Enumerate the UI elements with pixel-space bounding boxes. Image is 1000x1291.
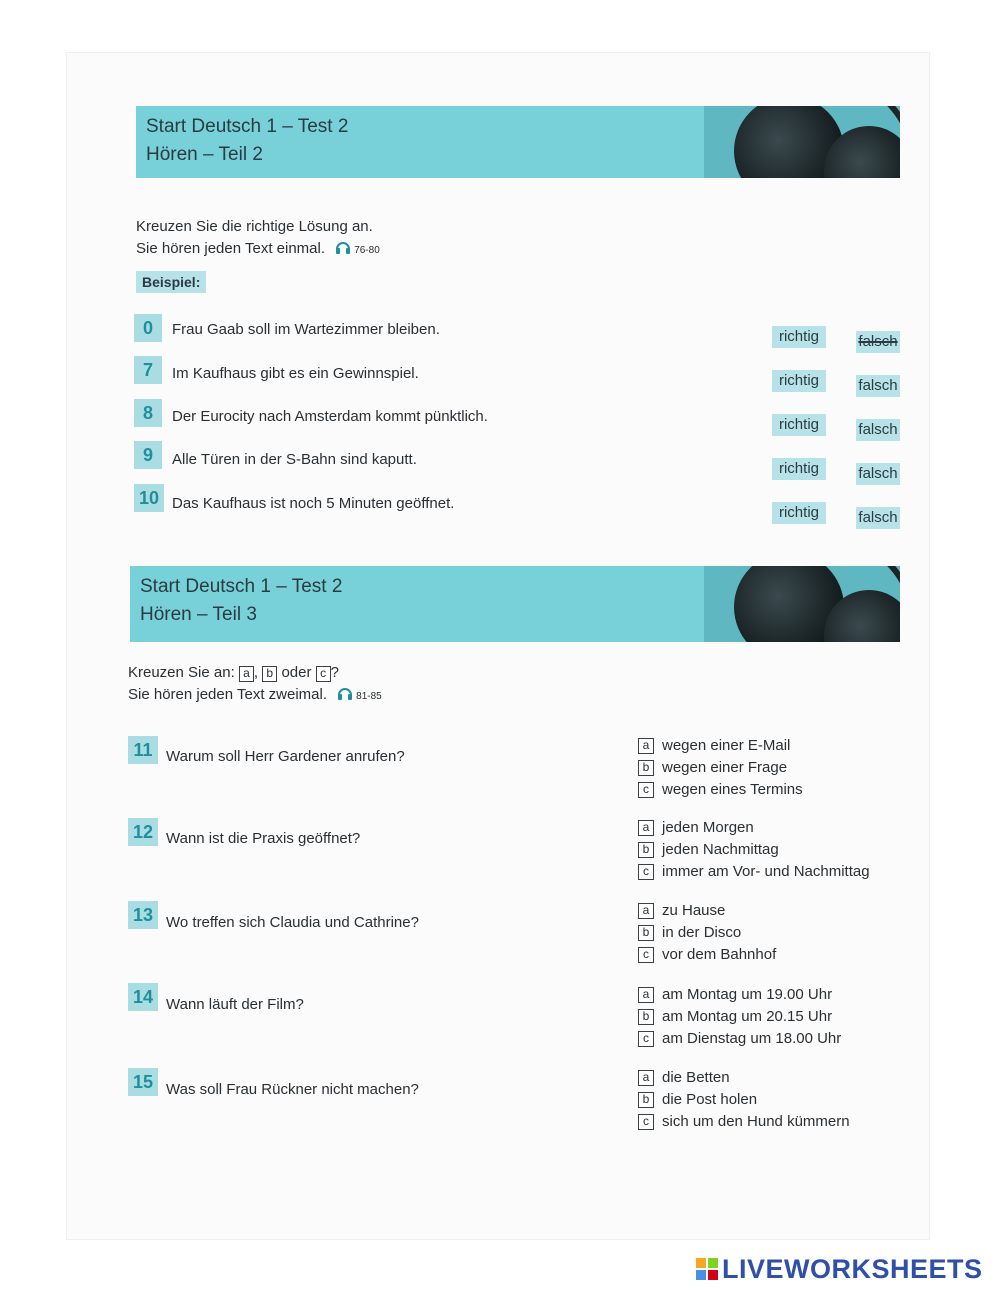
- headphones-icon[interactable]: [335, 240, 351, 254]
- falsch-label: falsch: [858, 465, 898, 482]
- question-text: Warum soll Herr Gardener anrufen?: [166, 748, 405, 765]
- option-letter-box: a: [638, 738, 654, 754]
- section2-subtitle: Hören – Teil 3: [140, 604, 257, 625]
- richtig-option[interactable]: [772, 414, 826, 436]
- letter-box-b: b: [262, 666, 277, 682]
- answer-option[interactable]: [638, 781, 803, 798]
- section1-banner: [136, 106, 900, 178]
- falsch-label: falsch: [858, 421, 898, 438]
- option-letter-box: c: [638, 1114, 654, 1130]
- question-text: Was soll Frau Rückner nicht machen?: [166, 1081, 419, 1098]
- answer-option[interactable]: [638, 1008, 832, 1025]
- instr-prefix: Kreuzen Sie an:: [128, 664, 235, 681]
- option-text: vor dem Bahnhof: [662, 946, 777, 963]
- answer-option[interactable]: [638, 759, 787, 776]
- falsch-option[interactable]: [856, 507, 900, 529]
- option-text: wegen einer Frage: [662, 759, 788, 776]
- answer-option[interactable]: [638, 819, 754, 836]
- option-text: jeden Nachmittag: [662, 841, 779, 858]
- section1-instructions: [136, 216, 380, 262]
- section2-instr-line2-row: [128, 684, 382, 708]
- question-text: Wann ist die Praxis geöffnet?: [166, 830, 361, 847]
- item-number: 10: [134, 484, 164, 512]
- question-number: 15: [128, 1068, 158, 1096]
- section1-instr-line2: Sie hören jeden Text einmal.: [136, 240, 326, 257]
- option-letter-box: c: [638, 864, 654, 880]
- option-letter-box: b: [638, 842, 654, 858]
- headphones-photo: [704, 566, 900, 642]
- falsch-option[interactable]: [856, 375, 900, 397]
- liveworksheets-watermark[interactable]: [696, 1254, 983, 1284]
- section1-instr-line1: Kreuzen Sie die richtige Lösung an.: [136, 218, 373, 235]
- option-text: wegen einer E-Mail: [662, 737, 791, 754]
- answer-option[interactable]: [638, 1091, 757, 1108]
- option-text: am Montag um 19.00 Uhr: [662, 986, 833, 1003]
- option-text: immer am Vor- und Nachmittag: [662, 863, 870, 880]
- richtig-label: richtig: [778, 460, 819, 477]
- option-letter-box: b: [638, 760, 654, 776]
- option-letter-box: c: [638, 1031, 654, 1047]
- instr-comma: ,: [253, 664, 259, 681]
- item-statement: Im Kaufhaus gibt es ein Gewinnspiel.: [172, 365, 419, 382]
- section2-title: Start Deutsch 1 – Test 2: [140, 576, 343, 597]
- option-text: in der Disco: [662, 924, 742, 941]
- watermark-text: LIVEWORKSHEETS: [722, 1254, 983, 1284]
- richtig-option[interactable]: [772, 458, 826, 480]
- example-label: Beispiel:: [136, 271, 206, 293]
- option-letter-box: b: [638, 925, 654, 941]
- richtig-label: richtig: [778, 328, 819, 345]
- answer-option[interactable]: [638, 986, 832, 1003]
- option-letter-box: a: [638, 987, 654, 1003]
- section1-instr-line2-row: [136, 238, 380, 262]
- richtig-label: richtig: [778, 504, 819, 521]
- question-text: Wann läuft der Film?: [166, 996, 304, 1013]
- item-number: 8: [134, 399, 162, 427]
- richtig-label: richtig: [778, 372, 819, 389]
- option-letter-box: b: [638, 1009, 654, 1025]
- section2-instructions: [128, 662, 382, 708]
- answer-option[interactable]: [638, 841, 779, 858]
- richtig-option[interactable]: [772, 326, 826, 348]
- option-letter-box: c: [638, 782, 654, 798]
- option-text: wegen eines Termins: [662, 781, 803, 798]
- instr-oder: oder: [281, 664, 312, 681]
- letter-box-c: c: [316, 666, 331, 682]
- option-letter-box: a: [638, 903, 654, 919]
- answer-option[interactable]: [638, 946, 776, 963]
- option-text: sich um den Hund kümmern: [662, 1113, 850, 1130]
- answer-option[interactable]: [638, 863, 870, 880]
- option-text: am Montag um 20.15 Uhr: [662, 1008, 833, 1025]
- item-statement: Das Kaufhaus ist noch 5 Minuten geöffnet.: [172, 495, 455, 512]
- option-text: jeden Morgen: [662, 819, 754, 836]
- item-number: 7: [134, 356, 162, 384]
- section1-track: 76-80: [354, 245, 380, 256]
- option-text: zu Hause: [662, 902, 726, 919]
- instr-question-mark: ?: [330, 664, 339, 681]
- item-statement: Der Eurocity nach Amsterdam kommt pünktlich.: [172, 408, 488, 425]
- option-letter-box: a: [638, 820, 654, 836]
- falsch-option[interactable]: [856, 463, 900, 485]
- section2-instr-line1: [128, 662, 382, 684]
- question-text: Wo treffen sich Claudia und Cathrine?: [166, 914, 419, 931]
- answer-option[interactable]: [638, 1069, 730, 1086]
- option-letter-box: c: [638, 947, 654, 963]
- section2-instr-line2: Sie hören jeden Text zweimal.: [128, 686, 327, 703]
- item-statement: Alle Türen in der S-Bahn sind kaputt.: [172, 451, 417, 468]
- question-number: 12: [128, 818, 158, 846]
- item-number: 0: [134, 314, 162, 342]
- item-statement: Frau Gaab soll im Wartezimmer bleiben.: [172, 321, 440, 338]
- falsch-label: falsch: [858, 509, 898, 526]
- headphones-photo: [704, 106, 900, 178]
- option-letter-box: b: [638, 1092, 654, 1108]
- falsch-label: falsch: [858, 377, 898, 394]
- falsch-option[interactable]: [856, 419, 900, 441]
- item-number: 9: [134, 441, 162, 469]
- answer-option[interactable]: [638, 737, 790, 754]
- section1-title: Start Deutsch 1 – Test 2: [146, 116, 349, 137]
- liveworksheets-logo-icon: [696, 1258, 718, 1280]
- answer-option[interactable]: [638, 924, 741, 941]
- richtig-option[interactable]: [772, 370, 826, 392]
- option-text: die Betten: [662, 1069, 730, 1086]
- option-text: am Dienstag um 18.00 Uhr: [662, 1030, 842, 1047]
- letter-box-a: a: [239, 666, 254, 682]
- richtig-label: richtig: [778, 416, 819, 433]
- section1-subtitle: Hören – Teil 2: [146, 144, 263, 165]
- headphones-icon[interactable]: [337, 686, 353, 700]
- falsch-option-selected[interactable]: [856, 331, 900, 353]
- answer-option[interactable]: [638, 1030, 841, 1047]
- section2-track: 81-85: [356, 691, 382, 702]
- section2-banner: [130, 566, 900, 642]
- answer-option[interactable]: [638, 1113, 850, 1130]
- richtig-option[interactable]: [772, 502, 826, 524]
- falsch-label: falsch: [858, 333, 898, 350]
- option-text: die Post holen: [662, 1091, 758, 1108]
- question-number: 13: [128, 901, 158, 929]
- question-number: 11: [128, 736, 158, 764]
- option-letter-box: a: [638, 1070, 654, 1086]
- answer-option[interactable]: [638, 902, 725, 919]
- question-number: 14: [128, 983, 158, 1011]
